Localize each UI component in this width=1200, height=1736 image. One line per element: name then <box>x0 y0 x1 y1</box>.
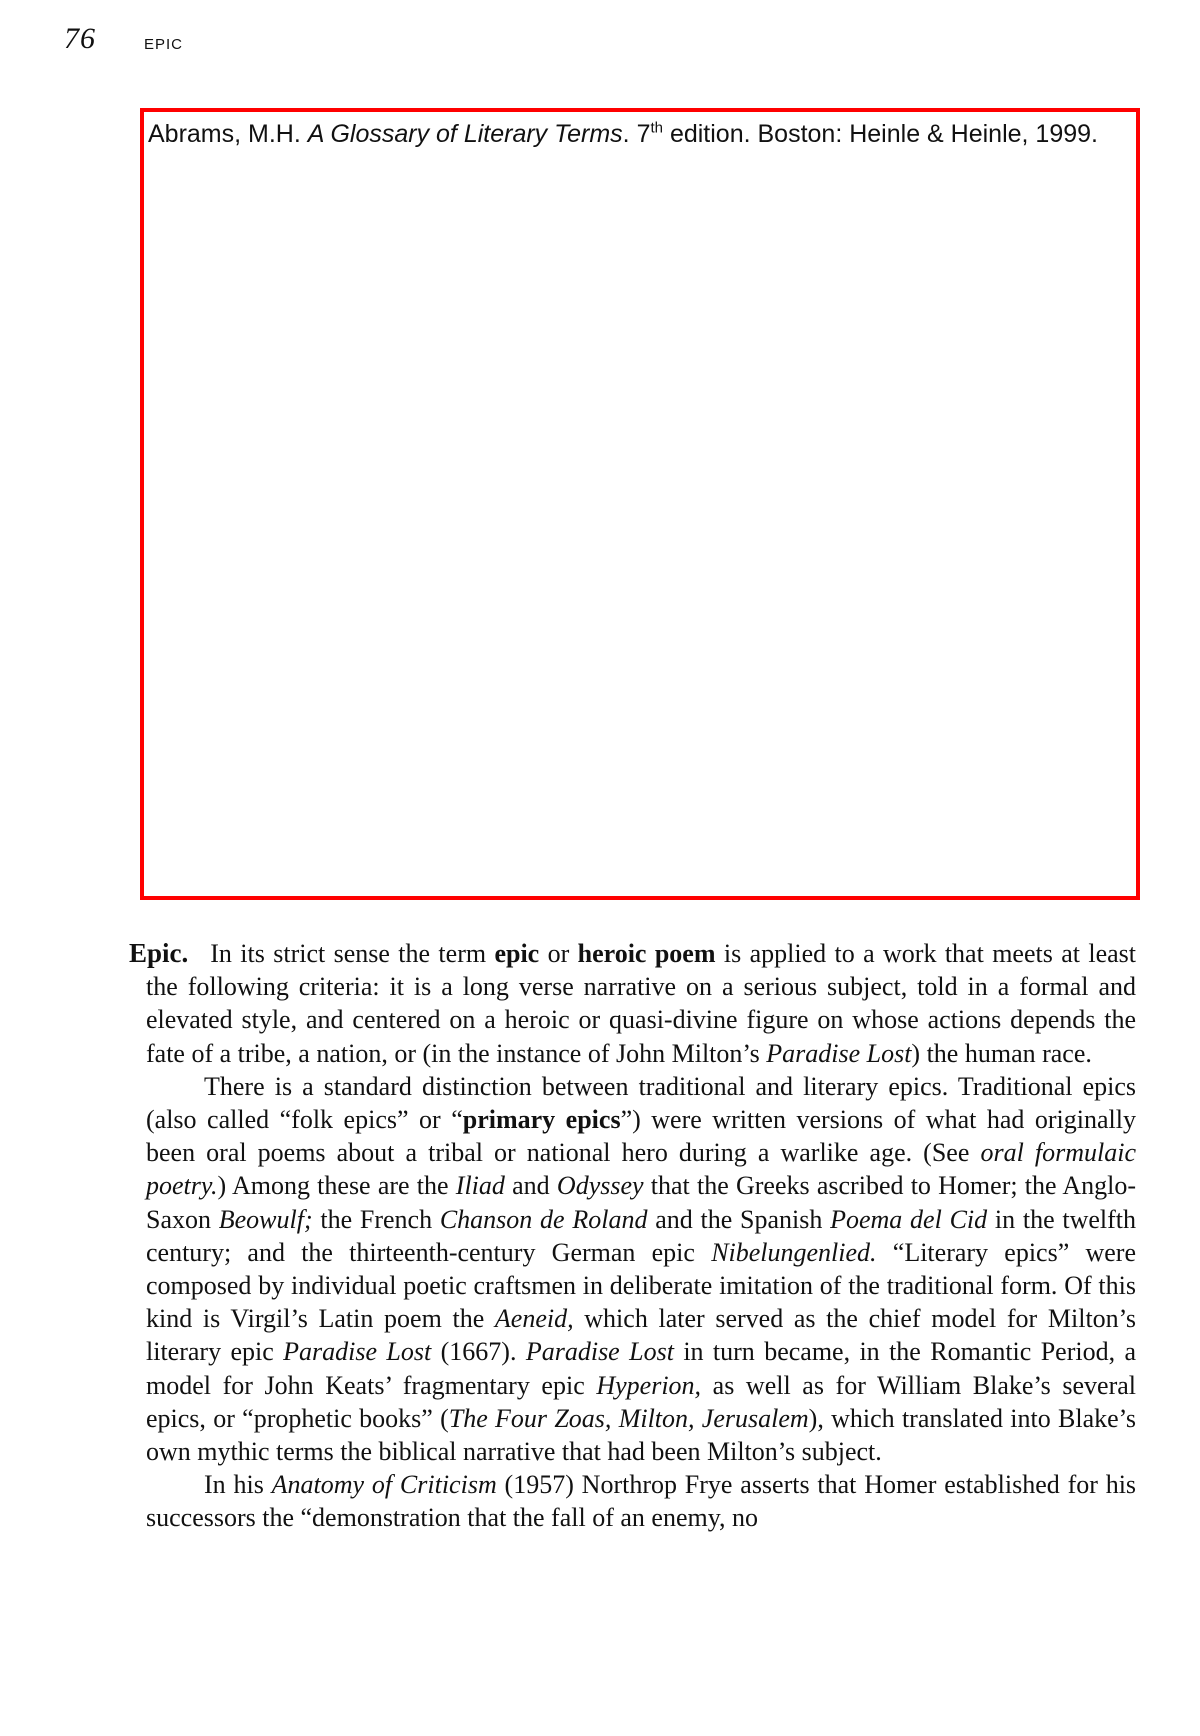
entry-italic-title: Beowulf; <box>218 1204 313 1234</box>
entry-paragraph-frye <box>146 1468 1136 1534</box>
entry-text: ”) were written versions of what had originally been oral poems about a tribal or national hero during a warlike age. (See <box>146 1105 1136 1168</box>
citation-text: Abrams, M.H. A Glossary of Literary Terms. 7th edition. Boston: Heinle & Heinle, 1999. <box>148 119 1098 148</box>
entry-paragraph-definition <box>129 937 1136 1070</box>
entry-text: (1667). <box>440 1337 517 1367</box>
entry-text: and the Spanish <box>655 1204 823 1234</box>
entry-text: as well as for William Blake’s several epics, or “prophetic books” ( <box>146 1370 1136 1433</box>
citation-annotation-box <box>140 108 1140 900</box>
entry-text: In its strict sense the term <box>210 939 487 968</box>
entry-paragraph-traditional-literary <box>146 1070 1136 1468</box>
citation-edition-number: 7 <box>636 120 651 148</box>
entry-text: ), which translated into Blake’s own mythic terms the biblical narrative that had been Milton’s subject. <box>146 1403 1137 1467</box>
entry-text: that the Greeks ascribed to Homer; the Anglo-Saxon <box>146 1171 1137 1234</box>
running-title: EPIC <box>144 36 184 53</box>
entry-text: is applied to a work that meets at least the following criteria: it is a long verse narrative on a serious subject, told in a formal and elevated style, and centered on a heroic or quasi-divine figure on whose actions depends the fate of a tribe, a nation, or (in the instance of John Milton’s <box>146 939 1136 1068</box>
entry-italic-title: Paradise Lost <box>766 1038 912 1068</box>
entry-italic-title: The Four Zoas, Milton, Jerusalem <box>448 1403 809 1433</box>
entry-italic-title: Paradise Lost <box>283 1337 432 1367</box>
citation-author: Abrams, M.H. <box>148 120 301 148</box>
entry-italic-title: Poema del Cid <box>830 1204 988 1234</box>
glossary-entry-epic <box>129 937 1137 1535</box>
entry-text: In his <box>204 1470 264 1500</box>
entry-text: in turn became, in the Romantic Period, a model for John Keats’ fragmentary epic <box>146 1337 1137 1400</box>
entry-cross-reference: oral formulaic poetry. <box>146 1138 1137 1201</box>
entry-italic-title: Odyssey <box>556 1171 644 1201</box>
citation-publisher: edition. Boston: Heinle & Heinle, 1999. <box>669 120 1098 148</box>
entry-keyword: epic <box>494 939 540 968</box>
entry-text: the French <box>320 1204 433 1234</box>
entry-text: which later served as the chief model for Milton’s literary epic <box>146 1304 1137 1367</box>
entry-italic-title: Iliad <box>455 1171 505 1201</box>
entry-keyword: heroic poem <box>577 939 716 968</box>
entry-text: (1957) Northrop Frye asserts that Homer established for his successors the “demonstration that the fall of an enemy, no <box>146 1470 1137 1533</box>
entry-keyword: primary epics <box>462 1105 621 1135</box>
entry-text: or <box>547 939 570 968</box>
page-number: 76 <box>64 22 96 55</box>
entry-italic-title: Aeneid, <box>494 1304 574 1334</box>
entry-text: ) Among these are the <box>217 1171 449 1201</box>
entry-text: in the twelfth century; and the thirteenth-century German epic <box>146 1204 1137 1267</box>
citation-title: A Glossary of Literary Terms <box>307 120 623 148</box>
entry-italic-title: Anatomy of Criticism <box>271 1470 497 1500</box>
entry-italic-title: Nibelungenlied. <box>711 1237 877 1267</box>
entry-headword: Epic. <box>129 938 189 968</box>
entry-text: “Literary epics” were composed by individual poetic craftsmen in deliberate imitation of the traditional form. Of this kind is Virgil’s Latin poem the <box>146 1237 1136 1334</box>
entry-italic-title: Paradise Lost <box>525 1337 674 1367</box>
citation-edition-suffix: th <box>650 119 663 137</box>
entry-text: There is a standard distinction between traditional and literary epics. Traditional epics (also called “folk epics” or “ <box>146 1071 1136 1135</box>
entry-text: ) the human race. <box>911 1038 1092 1068</box>
running-head <box>64 22 184 56</box>
entry-text: and <box>512 1171 550 1201</box>
entry-italic-title: Hyperion, <box>596 1370 702 1400</box>
entry-italic-title: Chanson de Roland <box>439 1204 648 1234</box>
